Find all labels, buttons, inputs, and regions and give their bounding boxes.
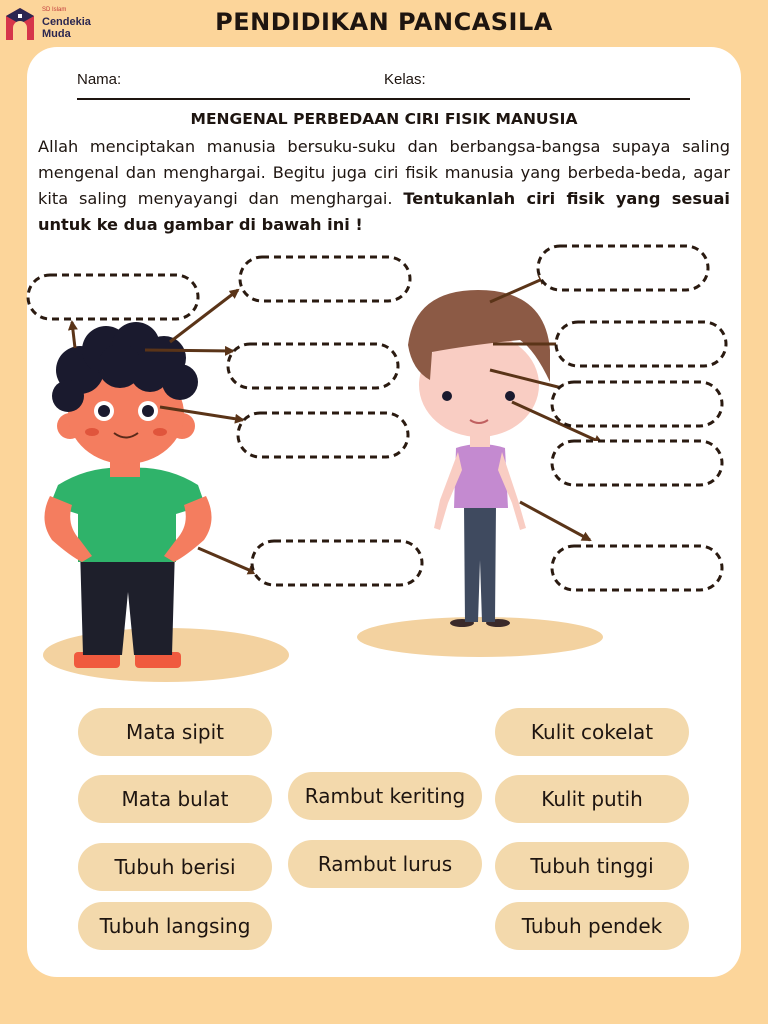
class-label: Kelas: [384,71,426,88]
answer-box-boy-2[interactable] [240,257,410,301]
answer-box-man-2[interactable] [556,322,726,366]
word-chip-rambut-lurus[interactable]: Rambut lurus [288,840,482,888]
page-title: PENDIDIKAN PANCASILA [215,8,553,36]
answer-box-boy-3[interactable] [228,344,398,388]
man-ground-shadow [357,617,603,657]
straight-hair-man [408,290,550,627]
answer-box-boy-4[interactable] [238,413,408,457]
answer-box-man-3[interactable] [552,382,722,426]
word-chip-tubuh-langsing[interactable]: Tubuh langsing [78,902,272,950]
arrow-man-5 [520,502,590,540]
answer-box-man-5[interactable] [552,546,722,590]
intro-paragraph: Allah menciptakan manusia bersuku-suku dan berbangsa-bangsa supaya saling mengenal dan menghargai. Begitu juga ciri fisik manusia yang berbeda-beda, agar kita saling menyayangi dan menghargai. Tentukanlah ciri fisik yang sesuai untuk ke dua gambar di bawah ini ! [38,137,730,234]
word-chip-tubuh-berisi[interactable]: Tubuh berisi [78,843,272,891]
word-chip-kulit-cokelat[interactable]: Kulit cokelat [495,708,689,756]
word-chip-kulit-putih[interactable]: Kulit putih [495,775,689,823]
logo-tagline: SD Islam [42,7,67,13]
worksheet-subtitle: MENGENAL PERBEDAAN CIRI FISIK MANUSIA [190,110,578,128]
arrow-boy-3 [145,350,233,351]
curly-hair-boy [44,322,211,668]
word-chip-tubuh-pendek[interactable]: Tubuh pendek [495,902,689,950]
answer-box-man-4[interactable] [552,441,722,485]
answer-box-man-1[interactable] [538,246,708,290]
answer-box-boy-5[interactable] [252,541,422,585]
instruction-text: Tentukanlah ciri fisik yang sesuai untuk ke dua gambar di bawah ini ! [38,189,730,234]
word-chip-rambut-keriting[interactable]: Rambut keriting [288,772,482,820]
logo-name: Cendekia Muda [42,16,91,40]
name-label: Nama: [77,71,122,88]
arrow-boy-1 [72,322,75,348]
word-chip-mata-bulat[interactable]: Mata bulat [78,775,272,823]
word-chip-mata-sipit[interactable]: Mata sipit [78,708,272,756]
arrow-boy-5 [198,548,256,573]
word-chip-tubuh-tinggi[interactable]: Tubuh tinggi [495,842,689,890]
answer-box-boy-1[interactable] [28,275,198,319]
